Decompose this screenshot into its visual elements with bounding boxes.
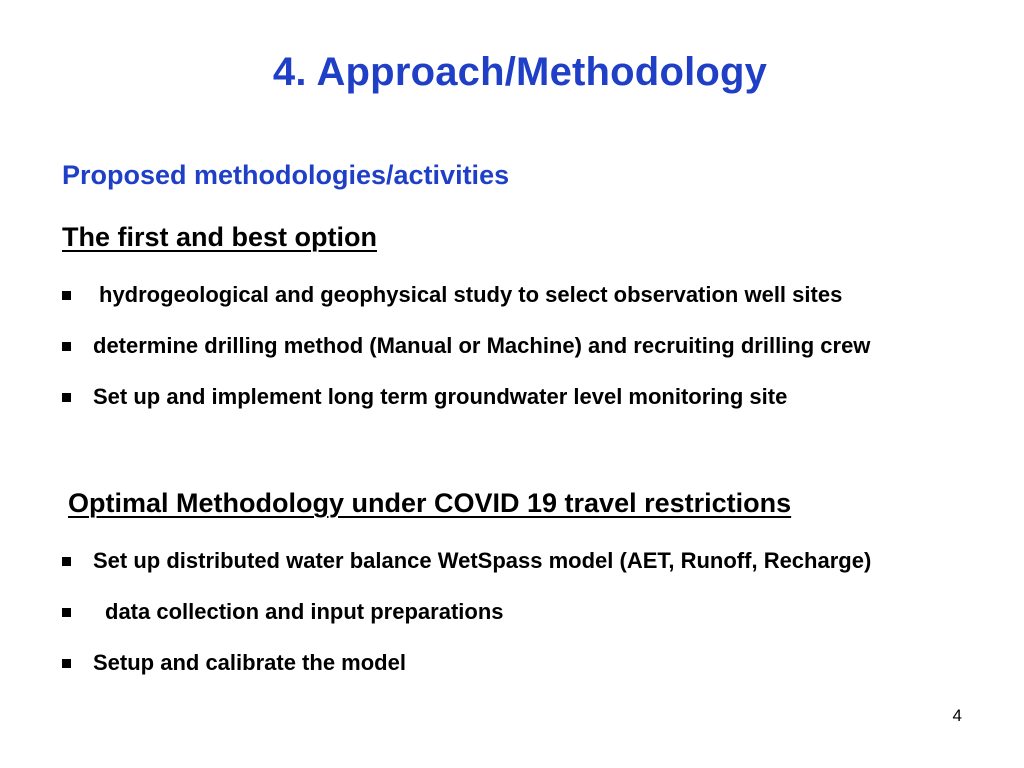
list-item-text: Setup and calibrate the model xyxy=(93,650,406,675)
list-item-text: Set up and implement long term groundwater level monitoring site xyxy=(93,384,788,409)
list-item xyxy=(62,599,504,625)
list-item xyxy=(62,384,787,410)
section-heading-first-option: The first and best option xyxy=(62,222,377,252)
page-number: 4 xyxy=(952,706,962,725)
square-bullet-icon xyxy=(62,342,71,351)
square-bullet-icon xyxy=(62,291,71,300)
square-bullet-icon xyxy=(62,659,71,668)
list-item-text: determine drilling method (Manual or Machine) and recruiting drilling crew xyxy=(93,333,871,358)
list-item-text: Set up distributed water balance WetSpass model (AET, Runoff, Recharge) xyxy=(93,548,872,573)
slide-subtitle: Proposed methodologies/activities xyxy=(62,160,510,190)
list-item xyxy=(62,650,406,676)
square-bullet-icon xyxy=(62,557,71,566)
list-item xyxy=(62,548,871,574)
square-bullet-icon xyxy=(62,608,71,617)
list-item xyxy=(62,282,842,308)
square-bullet-icon xyxy=(62,393,71,402)
slide-title: 4. Approach/Methodology xyxy=(272,50,768,94)
section-heading-optimal-methodology: Optimal Methodology under COVID 19 travel restrictions xyxy=(68,488,792,518)
list-item-text: data collection and input preparations xyxy=(105,599,504,624)
list-item-text: hydrogeological and geophysical study to select observation well sites xyxy=(99,282,843,307)
list-item xyxy=(62,333,870,359)
